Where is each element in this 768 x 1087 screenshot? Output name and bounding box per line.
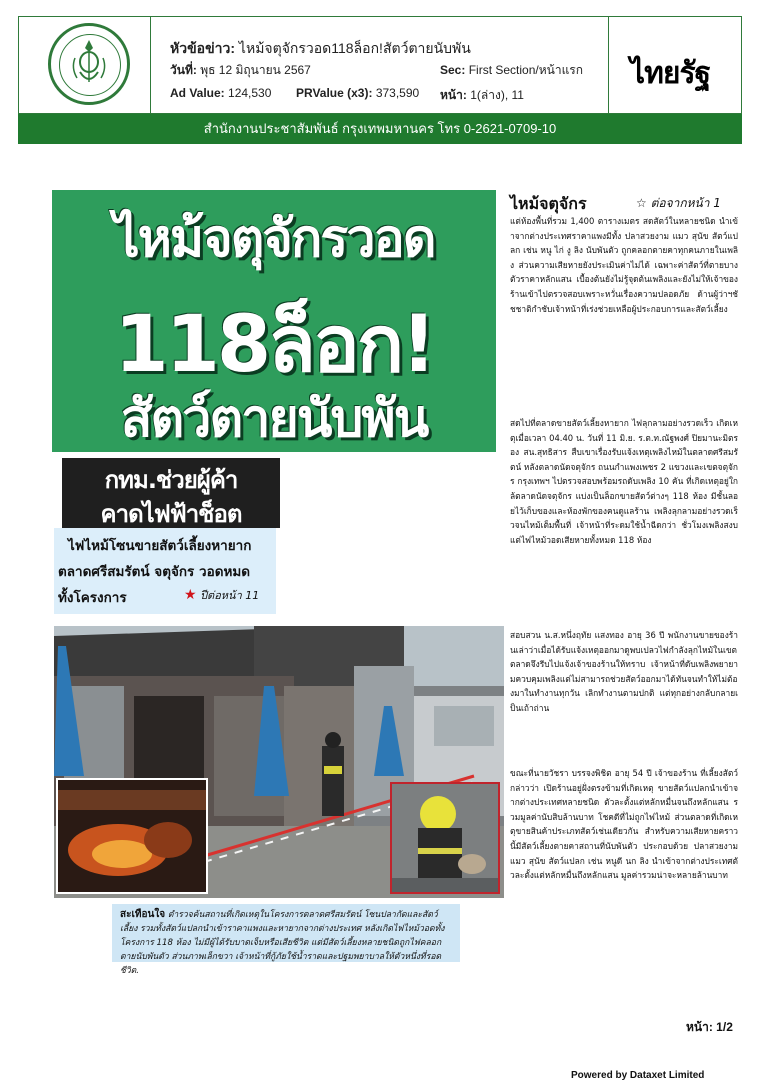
- header-divider: [150, 16, 151, 114]
- teaser-box: [54, 528, 276, 614]
- date-line: [170, 61, 311, 80]
- inset-photo-rescuer: [390, 782, 500, 894]
- section-label: Sec:: [440, 63, 466, 77]
- caption-text: ตำรวจค้นสถานที่เกิดเหตุในโครงการตลาดศรีสมรัตน์ โซนปลากัดและสัตว์เลี้ยง รวมทั้งสัตว์แปลกนำเข้าราคาแพงและหายากจากต่างประเทศ หลังเกิดไฟไหม้วอดทั้งโครงการ 118 ห้อง ไม่มีผู้ได้รับบาดเจ็บหรือเสียชีวิต แต่มีสัตว์เลี้ยงหลายชนิดถูกไฟคลอกตายนับพันตัว ส่วนภาพเล็กขวา เจ้าหน้าที่กู้ภัยใช้น้ำราดและปฐมพยาบาลให้ตัวหนึ่งที่รอดชีวิต.: [120, 910, 445, 976]
- headline-line-3: สัตว์ตายนับพัน: [120, 389, 428, 449]
- headline-line-2: 118ล็อก!: [114, 300, 434, 390]
- date-value: พุธ 12 มิถุนายน 2567: [200, 63, 311, 77]
- pr-value-line: [296, 86, 419, 100]
- teaser-line-2: ตลาดศรีสมรัตน์ จตุจักร วอดหมด: [58, 564, 251, 580]
- star-icon: ★: [184, 587, 197, 603]
- column-paragraph: สอบสวน น.ส.หนึ่งฤทัย แสงทอง อายุ 36 ปี พนักงานขายของร้านเล่าว่าเมื่อได้รับแจ้งเหตุออกมาดูพบเปลวไฟกำลังลุกไหม้ในเขตตลาดจึงรีบไปแจ้งเจ้าของร้านให้ทราบ เจ้าหน้าที่ดับเพลิงพยายามควบคุมเพลิงแต่ไม่สามารถช่วยสัตว์ออกมาได้ทันจนทำให้ไม่ต้องมาในทำงานทุกวัน เลิกทำงานตามปกติ แต่ทุกอย่างกลับกลายเป็นเถ้าถ่าน: [510, 630, 738, 713]
- news-title: ไหม้จตุจักรวอด118ล็อก!สัตว์ตายนับพัน: [238, 40, 471, 56]
- teaser-line-3: ทั้งโครงการ: [58, 590, 127, 606]
- teaser-continued: [184, 586, 259, 604]
- seal-emblem-icon: [69, 38, 109, 90]
- bma-seal-logo: [48, 23, 130, 105]
- header-divider: [608, 16, 609, 114]
- column-paragraph: สดไปที่ตลาดขายสัตว์เลี้ยงหายาก ไฟลุกลามอย่างรวดเร็ว เกิดเหตุเมื่อเวลา 04.40 น. วันที่ 11 มิ.ย. ร.ต.ท.ณัฐพงศ์ ปิยมานะมิตรอง สน.สุทธิสาร สืบเขาเรื่องรับแจ้งเหตุเพลิงไหม้ในตลาดศรีสมรัตน์ หลังตลาดนัดจตุจักร ถนนกำแพงเพชร 2 แขวงและเขตจตุจักร กรุงเทพฯ ไปตรวจสอบพร้อมรถดับเพลิง 10 คัน ที่เกิดเหตุอยู่ใกล้ตลาดนัดจตุจักร แบ่งเป็นล็อกขายสัตว์ต่างๆ 118 ห้อง มีชั้นลอยไว้เก็บของและห้องพักของคนดูแลร้าน เพลิงลุกลามอย่างรวดเร็วจนไหม้เต็มพื้นที่ เจ้าหน้าที่ระดมใช้น้ำฉีดกว่า ชั่วโมงเพลิงสงบ แต่ไฟไหม้วอดเสียหายทั้งหมด 118 ห้อง: [510, 418, 738, 545]
- photo-caption: [112, 904, 460, 976]
- section-value: First Section/หน้าแรก: [468, 63, 584, 77]
- burning-interior-illustration: [58, 780, 206, 892]
- teaser-line-1: ไฟไหม้โซนขายสัตว์เลี้ยงหายาก: [68, 538, 252, 554]
- subheadline-box: [62, 458, 280, 528]
- page-label: หน้า:: [440, 88, 467, 102]
- powered-by: Powered by Dataxet Limited: [571, 1070, 705, 1081]
- subheadline-line-2: คาดไฟฟ้าช็อต: [100, 500, 242, 528]
- date-label: วันที่:: [170, 63, 197, 77]
- section-line: [440, 61, 583, 80]
- pr-value-label: PRValue (x3):: [296, 86, 373, 100]
- column-continued-from: ☆ ต่อจากหน้า 1: [636, 196, 721, 210]
- ad-value-label: Ad Value:: [170, 86, 225, 100]
- column-paragraph: ขณะที่นายวัชรา บรรจงพิชิต อายุ 54 ปี เจ้าของร้าน ที่เลี้ยงสัตว์ กล่าวว่า เปิดร้านอยู่ฝั่งตรงข้ามที่เกิดเหตุ ขายสัตว์แปลกนำเข้าจากต่างประเทศหลายชนิด ตัวละตั้งแต่หลักหมื่นจนถึงหลักแสน รวมมูลค่านับสิบล้านบาท โชคดีที่ไม่ถูกไฟไหม้ ส่วนตลาดที่เกิดเหตุขายสินค้าประเภทสัตว์เช่นเดียวกัน สำหรับความเสียหายคราวนี้มีสัตว์เลี้ยงตายคาสถานที่นับพันตัว ประกอบด้วย ปลาสวยงาม แมว สุนัข สัตว์แปลก เช่น หนูดี นก ลิง นำเข้าจากต่างประเทศตัวละตั้งแต่หลักหมื่นถึงหลักแสน มูลค่ารวมน่าจะหลายล้านบาท: [510, 768, 738, 881]
- headline-box: [52, 190, 496, 452]
- contact-bar: สำนักงานประชาสัมพันธ์ กรุงเทพมหานคร โทร 0-2621-0709-10: [18, 114, 742, 144]
- column-paragraph: แต่ห้องพื้นที่รวม 1,400 ตารางเมตร สดสัตว์ในหลายชนิด นำเข้าจากต่างประเทศราคาแพงมีทั้ง ปลาสวยงาม แมว สุนัข สัตว์แปลก เช่น หนู ไก่ งู ลิง นับพันตัว ถูกคลอกตายคาทุกคนภายในเพลิง ส่วนความเสียหายยังประเมินค่าไม่ได้ เฉพาะค่าสัตว์ที่ตายบางตัวราคาหลักแสน เบื้องต้นยังไม่รู้จุดต้นเพลิงและยังไม่ให้เจ้าของร้านเข้าไปตรวจสอบเพราะหวั่นเรื่องความปลอดภัย ด้านผู้ว่าฯชัชชาติกำชับเจ้าหน้าที่เร่งช่วยเหลือผู้ประกอบการและสัตว์เลี้ยง: [510, 216, 738, 314]
- news-title-line: [170, 38, 471, 60]
- headline-line-1: ไหม้จตุจักรวอด: [113, 209, 435, 269]
- teaser-continued-text: ปีต่อหน้า 11: [200, 589, 260, 602]
- caption-lead: สะเทือนใจ: [120, 909, 166, 920]
- subheadline-line-1: กทม.ช่วยผู้ค้า: [104, 466, 238, 494]
- pr-value: 373,590: [375, 86, 420, 100]
- page-line: [440, 86, 524, 105]
- page-indicator: หน้า: 1/2: [686, 1020, 733, 1034]
- rescuer-illustration: [392, 784, 498, 892]
- column-title: ไหม้จตุจักร: [510, 194, 587, 213]
- ad-value-line: [170, 86, 271, 100]
- ad-value: 124,530: [228, 86, 272, 100]
- inset-photo-fire: [56, 778, 208, 894]
- page-value: 1(ล่าง), 11: [470, 88, 524, 102]
- title-label: หัวข้อข่าว:: [170, 40, 236, 56]
- newspaper-brand: ไทยรัฐ: [630, 56, 711, 91]
